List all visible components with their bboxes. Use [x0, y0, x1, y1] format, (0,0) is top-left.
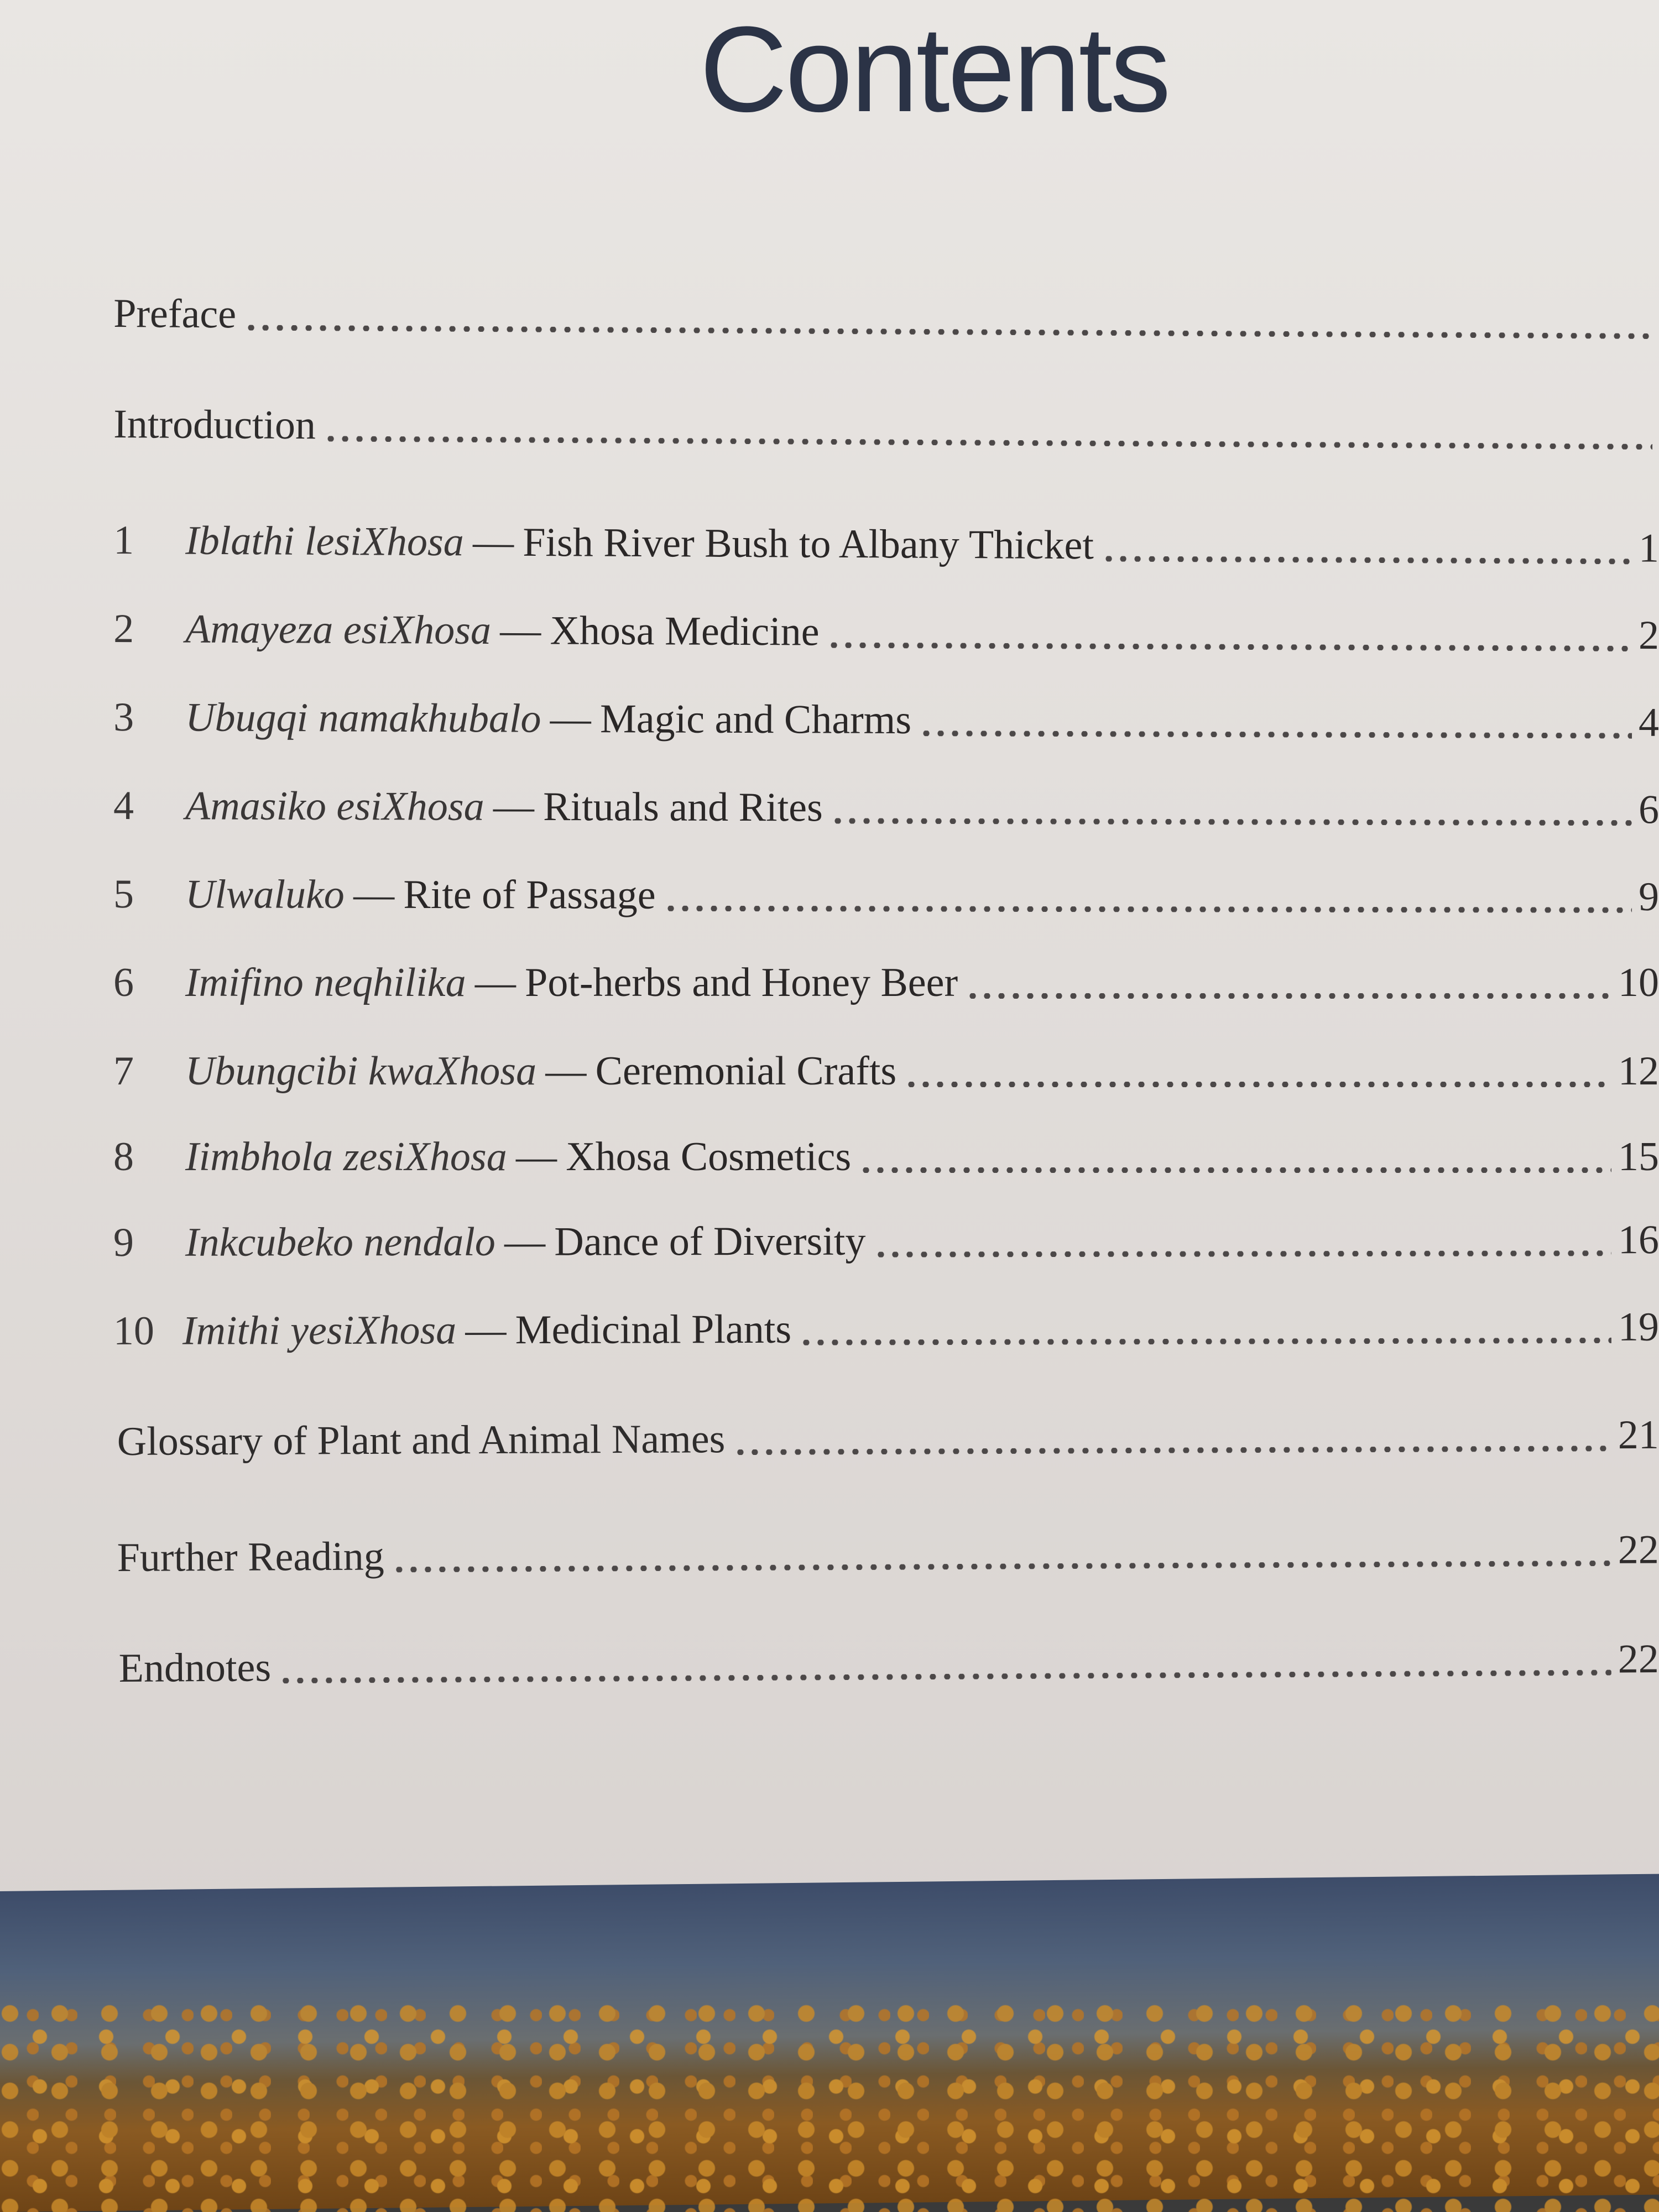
toc-entry-label: Preface [113, 291, 237, 337]
chapter-number: 1 [113, 518, 134, 564]
chapter-english-title: Magic and Charms [599, 696, 912, 743]
dot-leader [873, 1250, 1611, 1257]
dot-leader [799, 1338, 1611, 1345]
toc-entry-endnotes [118, 1636, 1658, 1692]
chapter-number: 2 [113, 606, 134, 652]
toc-chapter-2 [113, 606, 1659, 659]
toc-entry-label: Introduction [113, 401, 316, 448]
toc-entry-introduction [113, 401, 1659, 457]
toc-chapter-6 [113, 959, 1659, 1006]
dot-leader [392, 1561, 1611, 1573]
toc-page-number: 12 [1618, 1048, 1659, 1094]
chapter-english-title: Medicinal Plants [515, 1306, 792, 1353]
chapter-english-title: Fish River Bush to Albany Thicket [523, 519, 1094, 568]
title-separator: — [515, 1134, 557, 1180]
flower-field-texture [0, 2002, 1659, 2212]
toc-page-number: 10 [1618, 960, 1659, 1005]
chapter-english-title: Pot-herbs and Honey Beer [525, 960, 958, 1005]
chapter-xhosa-title: Ulwaluko [185, 872, 345, 917]
toc-chapter-10 [113, 1304, 1659, 1355]
dot-leader [919, 731, 1632, 738]
chapter-xhosa-title: Ubugqi namakhubalo [185, 695, 541, 742]
chapter-xhosa-title: Imifino neqhilika [185, 960, 466, 1005]
chapter-number: 7 [113, 1048, 134, 1094]
chapter-xhosa-title: Iimbhola zesiXhosa [185, 1134, 507, 1180]
toc-chapter-4 [113, 782, 1659, 833]
chapter-number: 9 [113, 1219, 134, 1265]
dot-leader [244, 325, 1652, 339]
toc-page-number: 15 [1618, 1134, 1659, 1180]
title-separator: — [472, 519, 514, 565]
dot-leader [966, 993, 1611, 999]
title-separator: — [504, 1219, 546, 1265]
toc-page-number: 6 [1638, 787, 1659, 833]
toc-chapter-9 [113, 1217, 1659, 1266]
chapter-number: 4 [113, 783, 134, 829]
toc-entry-glossary [117, 1412, 1659, 1465]
chapter-number: 10 [113, 1308, 154, 1354]
chapter-xhosa-title: Imithi yesiXhosa [182, 1307, 457, 1354]
chapter-english-title: Dance of Diversity [554, 1218, 866, 1265]
chapter-number: 6 [113, 960, 134, 1005]
dot-leader [279, 1670, 1611, 1684]
toc-chapter-3 [113, 694, 1659, 747]
chapter-xhosa-title: Inkcubeko nendalo [185, 1219, 495, 1265]
toc-entry-preface [113, 290, 1659, 347]
chapter-xhosa-title: Amayeza esiXhosa [185, 606, 492, 653]
chapter-xhosa-title: Iblathi lesiXhosa [185, 518, 465, 565]
toc-page-number: 19 [1618, 1304, 1659, 1350]
toc-chapter-7 [113, 1048, 1659, 1095]
toc-page-number: 22 [1618, 1527, 1659, 1573]
title-separator: — [465, 1307, 507, 1353]
title-separator: — [550, 696, 591, 742]
toc-entry-label: Glossary of Plant and Animal Names [117, 1416, 726, 1464]
toc-page-number: 2 [1638, 613, 1659, 659]
dot-leader [733, 1446, 1611, 1455]
toc-page-number: 16 [1618, 1217, 1659, 1263]
toc-page-number: 9 [1638, 874, 1659, 920]
title-separator: — [493, 784, 535, 830]
chapter-number: 5 [113, 872, 134, 917]
toc-entry-label: Endnotes [118, 1645, 272, 1691]
dot-leader [831, 818, 1632, 826]
chapter-english-title: Ceremonial Crafts [595, 1048, 897, 1094]
toc-chapter-8 [113, 1134, 1659, 1181]
chapter-xhosa-title: Ubungcibi kwaXhosa [185, 1048, 537, 1094]
toc-chapter-5 [113, 871, 1659, 921]
chapter-number: 8 [113, 1134, 134, 1180]
toc-page-number: 21 [1618, 1412, 1659, 1458]
dot-leader [664, 906, 1632, 913]
toc-chapter-1 [113, 517, 1659, 572]
chapter-english-title: Rite of Passage [403, 872, 656, 918]
toc-entry-further-reading [117, 1526, 1659, 1582]
dot-leader [827, 643, 1632, 651]
chapter-english-title: Xhosa Medicine [550, 608, 820, 655]
toc-entry-label: Further Reading [117, 1533, 384, 1580]
title-separator: — [474, 960, 516, 1005]
dot-leader [859, 1167, 1611, 1173]
title-separator: — [545, 1048, 587, 1094]
chapter-english-title: Rituals and Rites [543, 784, 823, 831]
chapter-english-title: Xhosa Cosmetics [566, 1134, 852, 1180]
dot-leader [1102, 556, 1632, 564]
title-separator: — [500, 608, 541, 654]
toc-page-number: 4 [1638, 700, 1659, 745]
page-title: Contents [700, 1, 1169, 137]
title-separator: — [353, 872, 395, 917]
chapter-xhosa-title: Amasiko esiXhosa [185, 783, 484, 830]
toc-page-number: 22 [1618, 1636, 1659, 1682]
dot-leader [324, 436, 1652, 450]
chapter-number: 3 [113, 695, 134, 740]
toc-page-number: 1 [1638, 525, 1659, 571]
dot-leader [904, 1082, 1611, 1087]
